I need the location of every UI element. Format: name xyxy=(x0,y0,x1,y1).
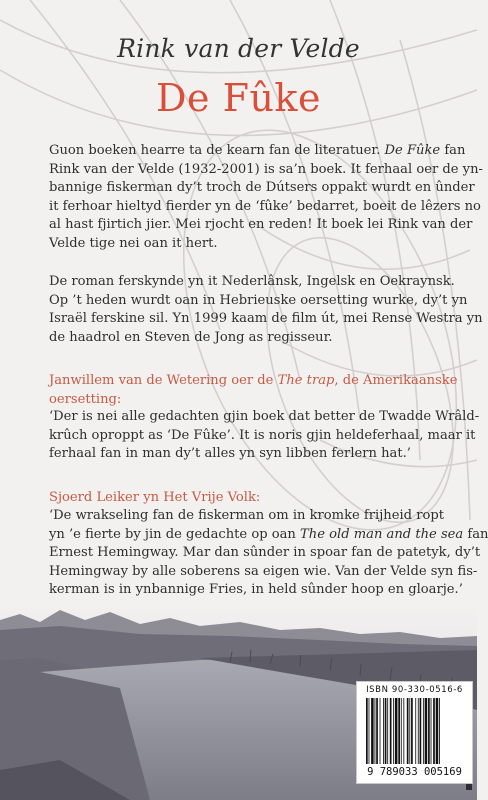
barcode-bar xyxy=(395,698,398,764)
text-line xyxy=(49,526,488,545)
barcode-bar xyxy=(409,698,410,764)
isbn-barcode xyxy=(356,681,473,784)
text-line: Sjoerd Leiker yn Het Vrije Volk: xyxy=(49,490,261,505)
barcode-bar xyxy=(398,698,400,764)
text-span: , de Amerikaanske xyxy=(334,373,458,388)
barcode-bar xyxy=(380,698,381,764)
barcode-bar xyxy=(431,698,432,764)
barcode-bar xyxy=(385,698,387,764)
quote-1-text xyxy=(49,408,480,464)
text-line: al hast fjirtich jier. Mei rjocht en reden! It boek lei Rink van der xyxy=(49,217,473,233)
title-italic: The old man and the sea xyxy=(300,526,464,542)
barcode-bar xyxy=(407,698,409,764)
barcode-bar xyxy=(383,698,384,764)
text-line: De roman ferskynde yn it Nederlânsk, Ingelsk en Oekraynsk. xyxy=(49,274,455,289)
author-name: Rink van der Velde xyxy=(117,34,360,63)
blurb-paragraph-1 xyxy=(49,142,483,254)
text-span: yn ’e fierte by jin de gedachte op oan xyxy=(49,526,296,542)
text-line: bannige fiskerman dy’t troch de Dútsers oppakt wurdt en ûnder xyxy=(49,180,475,196)
barcode-bar xyxy=(376,698,378,764)
ean-number: 9 789033 005169 xyxy=(367,766,462,778)
quote-1-heading xyxy=(49,372,458,409)
text-line: Op ’t heden wurdt oan in Hebrieuske oersetting wurke, dy’t yn xyxy=(49,292,468,308)
barcode-bar xyxy=(403,698,404,764)
barcode-bar xyxy=(436,698,439,764)
text-line xyxy=(49,372,458,391)
text-line: ‘De wrakseling fan de fiskerman om in kromke frijheid ropt xyxy=(49,508,444,523)
title-italic: The trap xyxy=(277,373,335,388)
barcode-bar xyxy=(401,698,402,764)
barcode-bar xyxy=(439,698,440,764)
text-line: oersetting: xyxy=(49,391,122,407)
book-title: De Fûke xyxy=(156,76,321,120)
text-span: fan xyxy=(463,526,488,542)
title-italic: De Fûke xyxy=(384,143,441,158)
barcode-bar xyxy=(425,698,428,764)
text-line: Velde tige nei oan it hert. xyxy=(49,235,218,251)
text-line: Hemingway by alle soberens sa eigen wie. Van der Velde syn fis- xyxy=(49,563,478,579)
barcode-bar xyxy=(433,698,435,764)
barcode-bar xyxy=(375,698,376,764)
barcode-bar xyxy=(423,698,424,764)
text-line: kerman is in ynbannige Fries, in held sûnder hoop en gloarje.’ xyxy=(49,582,463,598)
quote-2-heading xyxy=(49,489,424,508)
quote-2-text xyxy=(49,507,488,600)
barcode-bar xyxy=(411,698,413,764)
text-line: it ferhoar hieltyd fierder yn de ‘fûke’ bedarret, boeit de lêzers no xyxy=(49,198,481,214)
text-line: ferhaal fan in man dy’t alles yn syn libben ferlern hat.’ xyxy=(49,446,411,462)
text-line: de haadrol en Steven de Jong as regisseur. xyxy=(49,329,333,345)
barcode-bar xyxy=(366,698,368,764)
isbn-number: ISBN 90-330-0516-6 xyxy=(366,685,463,695)
barcode-bar xyxy=(415,698,416,764)
blurb-paragraph-2 xyxy=(49,273,483,347)
text-line: Israël ferskine sil. Yn 1999 kaam de film út, mei Rense Westra yn xyxy=(49,311,483,327)
barcode-bar xyxy=(428,698,430,764)
text-span: Guon boeken hearre ta de kearn fan de literatuer. xyxy=(49,143,381,158)
text-line: ‘Der is nei alle gedachten gjin boek dat better de Twadde Wrâld- xyxy=(49,409,480,424)
text-line xyxy=(49,142,466,161)
text-line: Ernest Hemingway. Mar dan sûnder in spoar fan de patetyk, dy’t xyxy=(49,545,481,561)
text-line: Rink van der Velde (1932-2001) is sa’n boek. It ferhaal oer de yn- xyxy=(49,161,483,177)
text-line: krûch oproppt as ‘De Fûke’. It is noris gjin heldeferhaal, maar it xyxy=(49,427,476,443)
barcode-bar xyxy=(393,698,394,764)
text-span: Janwillem van de Wetering oer de xyxy=(49,373,274,388)
barcode-bar xyxy=(371,698,374,764)
barcode-bar xyxy=(390,698,392,764)
text-span: fan xyxy=(440,143,466,158)
barcode-bars xyxy=(364,698,465,768)
barcode-bar xyxy=(420,698,422,764)
barcode-bar xyxy=(387,698,388,764)
barcode-bar xyxy=(369,698,370,764)
barcode-bar xyxy=(418,698,419,764)
